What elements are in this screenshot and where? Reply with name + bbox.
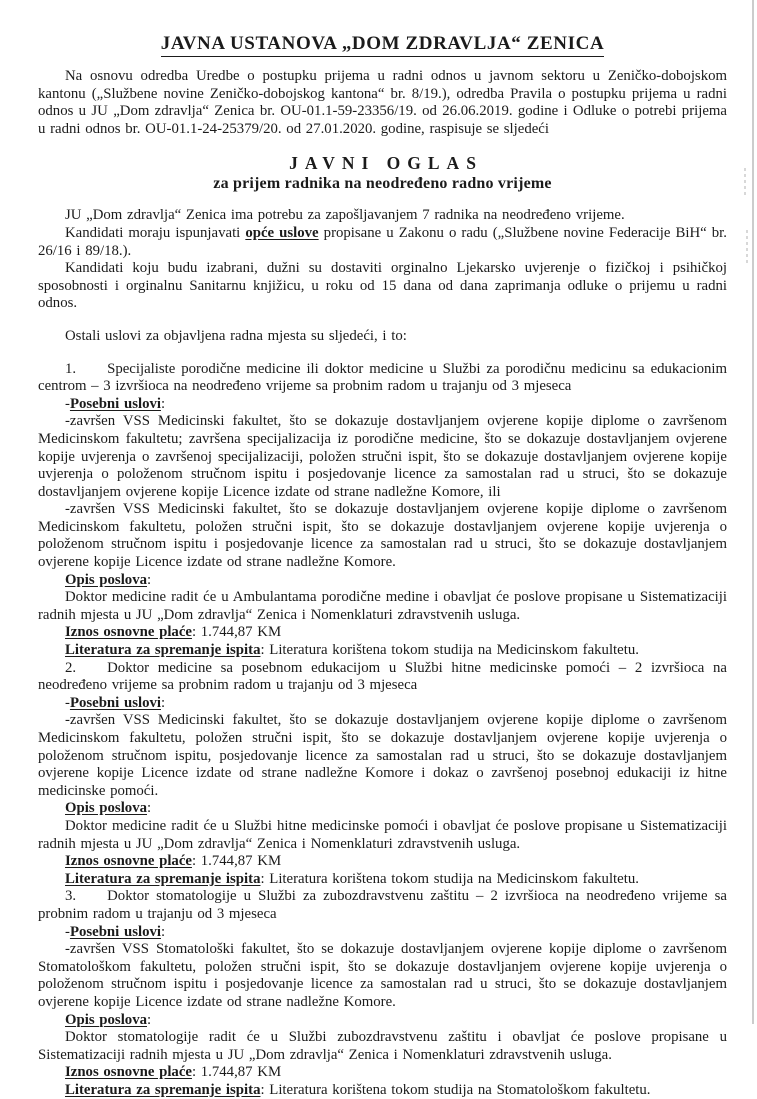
job-requirement-paragraph: -završen VSS Medicinski fakultet, što se dokazuje dostavljanjem ovjerene kopije diplome o završenom Medicinskom fakultetu, položen stručni ispit, što se dokazuje dostavljanjem ovjerene kopije uvjerenja o položenom stručnom ispitu, posjedovanje licence za samostalan rad u struci, što se dokazuje dostavljanjem ovjerene kopije Licence izdate od strane nadležne Komore i dokaz o završenoj posebnoj edukaciji iz hitne medicinske pomoći. bbox=[38, 712, 727, 799]
notice-subheading: za prijem radnika na neodređeno radno vrijeme bbox=[213, 175, 552, 193]
salary-value: : 1.744,87 KM bbox=[191, 624, 282, 641]
special-conditions-label-line bbox=[38, 695, 727, 713]
literature-line bbox=[38, 1082, 727, 1099]
job-listing-1 bbox=[38, 361, 727, 660]
label-colon: : bbox=[147, 1011, 152, 1028]
intro-paragraph: Na osnovu odredba Uredbe o postupku prijema u radni odnos u javnom sektoru u Zeničko-dobojskom kantonu („Službene novine Zeničko-dobojskog kantona“ br. 8/19.), odredba Pravila o postupku prijema u radni odnos u JU „Dom zdravlja“ Zenica br. OU-01.1-59-23356/19. od 26.06.2019. godine i Odluke o potrebi prijema u radni odnos br. OU-01.1-24-25379/20. od 27.01.2020. godine, raspisuje se sljedeći bbox=[38, 68, 727, 137]
salary-value: : 1.744,87 KM bbox=[191, 853, 282, 870]
salary-label: Iznos osnovne plaće bbox=[65, 624, 192, 641]
general-conditions-emphasis: opće uslove bbox=[245, 224, 319, 241]
label-colon: : bbox=[147, 571, 152, 588]
job-description-paragraph: Doktor medicine radit će u Ambulantama porodične medine i obavljat će poslove propisane u Sistematizaciji radnih mjesta u JU „Dom zdravlja“ Zenica i Nomenklaturi zdravstvenih usluga. bbox=[38, 589, 727, 623]
job-description-label: Opis poslova bbox=[65, 1011, 147, 1028]
job-title-text: Doktor stomatologije u Službi za zubozdravstvenu zaštitu – 2 izvršioca na neodređeno vrijeme sa probnim radom u trajanju od 3 mjeseca bbox=[38, 888, 727, 922]
job-title-line bbox=[38, 660, 727, 695]
literature-label: Literatura za spremanje ispita bbox=[65, 642, 261, 659]
other-conditions-intro: Ostali uslovi za objavljena radna mjesta su sljedeći, i to: bbox=[65, 327, 407, 344]
job-description-label: Opis poslova bbox=[65, 571, 147, 588]
job-description-label-line bbox=[38, 572, 727, 590]
job-description-paragraph: Doktor stomatologije radit će u Službi zubozdravstvenu zaštitu i obavljat će poslove propisane u Sistematizaciji radnih mjesta u JU „Dom zdravlja“ Zenica i Nomenklaturi zdravstvenih usluga. bbox=[38, 1029, 727, 1063]
job-title-line bbox=[38, 888, 727, 923]
scan-artifact bbox=[744, 168, 746, 198]
general-conditions-paragraph bbox=[38, 225, 727, 260]
literature-line bbox=[38, 642, 727, 660]
general-conditions-before: Kandidati moraju ispunjavati bbox=[65, 224, 246, 241]
scan-page-edge-line bbox=[752, 0, 754, 1024]
salary-line bbox=[38, 1064, 727, 1082]
salary-label: Iznos osnovne plaće bbox=[65, 1064, 192, 1081]
job-number: 2. bbox=[65, 659, 77, 676]
special-conditions-label: Posebni uslovi bbox=[69, 694, 161, 711]
scan-artifact bbox=[746, 230, 748, 263]
label-colon: : bbox=[160, 694, 166, 711]
label-dash: - bbox=[65, 694, 70, 711]
label-dash: - bbox=[65, 395, 70, 412]
job-number: 1. bbox=[65, 360, 77, 377]
literature-value: : Literatura korištena tokom studija na Medicinskom fakultetu. bbox=[260, 642, 639, 659]
job-requirement-paragraph: -završen VSS Medicinski fakultet, što se dokazuje dostavljanjem ovjerene kopije diplome o završenom Medicinskom fakultetu, položen stručni ispit, što se dokazuje dostavljanjem ovjerene kopije uvjerenja o položenom stručnom ispitu i posjedovanje licence za samostalan rad u struci, što se dokazuje dostavljanjem ovjerene kopije Licence izdate od strane nadležne Komore. bbox=[38, 501, 727, 571]
label-colon: : bbox=[160, 923, 166, 940]
special-conditions-label: Posebni uslovi bbox=[69, 923, 161, 940]
literature-label: Literatura za spremanje ispita bbox=[65, 870, 261, 887]
literature-value: : Literatura korištena tokom studija na Medicinskom fakultetu. bbox=[260, 870, 639, 887]
salary-line bbox=[38, 624, 727, 642]
job-description-label-line bbox=[38, 1012, 727, 1030]
need-paragraph: JU „Dom zdravlja“ Zenica ima potrebu za zapošljavanjem 7 radnika na neodređeno vrijeme. bbox=[65, 207, 625, 224]
page-title-text: JAVNA USTANOVA „DOM ZDRAVLJA“ ZENICA bbox=[161, 33, 605, 57]
notice-heading: JAVNI OGLAS bbox=[289, 153, 483, 174]
job-title-line bbox=[38, 361, 727, 396]
job-number: 3. bbox=[65, 888, 77, 905]
job-title-text: Doktor medicine sa posebnom edukacijom u Službi hitne medicinske pomoći – 2 izvršioca na neodređeno vrijeme sa probnim radom u trajanju od 3 mjeseca bbox=[38, 659, 727, 694]
literature-line bbox=[38, 871, 727, 889]
job-description-label: Opis poslova bbox=[65, 800, 147, 817]
special-conditions-label-line bbox=[38, 924, 727, 942]
salary-value: : 1.744,87 KM bbox=[191, 1064, 282, 1081]
label-colon: : bbox=[147, 800, 152, 817]
literature-label: Literatura za spremanje ispita bbox=[65, 1081, 261, 1098]
certificate-paragraph: Kandidati koju budu izabrani, dužni su dostaviti orginalno Ljekarsko uvjerenje o fizičkoj i psihičkoj sposobnosti i orginalnu Sanitarnu knjižicu, u roku od 15 dana od dana zaprimanja odluke o prijemu u radni odnos. bbox=[38, 260, 727, 312]
job-requirement-paragraph: -završen VSS Stomatološki fakultet, što se dokazuje dostavljanjem ovjerene kopije diplome o završenom Stomatološkom fakultetu, položen stručni ispit, što se dokazuje dostavljanjem ovjerene kopije uvjerenja o položenom stručnom ispitu i posjedovanje licence za samostalan rad u struci, što se dokazuje dostavljanjem ovjerene kopije Licence izdate od strane nadležne Komore. bbox=[38, 941, 727, 1010]
special-conditions-label: Posebni uslovi bbox=[69, 395, 161, 412]
job-listing-2 bbox=[38, 660, 727, 889]
label-colon: : bbox=[160, 395, 166, 412]
job-description-paragraph: Doktor medicine radit će u Službi hitne medicinske pomoći i obavljat će poslove propisane u Sistematizaciji radnih mjesta u JU „Dom zdravlja“ Zenica i Nomenklaturi zdravstvenih usluga. bbox=[38, 817, 727, 852]
special-conditions-label-line bbox=[38, 396, 727, 414]
page-title bbox=[38, 33, 727, 55]
general-conditions-after: propisane u Zakonu o radu („Službene novine Federacije BiH“ br. 26/16 i 89/18.). bbox=[38, 224, 727, 259]
job-requirement-paragraph: -završen VSS Medicinski fakultet, što se dokazuje dostavljanjem ovjerene kopije diplome o završenom Medicinskom fakultetu; završena specijalizacija iz porodične medicine, što se dokazuje dostavljanjem ovjerene kopije uvjerenja o završenoj specijalizaciji, položen stručni ispit, što se dokazuje dostavljanjem ovjerene kopije uvjerenja o položenom stručnom ispitu i posjedovanje licence za samostalan rad u struci, što se dokazuje dostavljanjem ovjerene kopije Licence izdate od strane nadležne Komore, ili bbox=[38, 413, 727, 500]
label-dash: - bbox=[65, 923, 70, 940]
job-listing-3 bbox=[38, 888, 727, 1099]
literature-value: : Literatura korištena tokom studija na Stomatološkom fakultetu. bbox=[260, 1081, 651, 1098]
job-description-label-line bbox=[38, 800, 727, 818]
salary-label: Iznos osnovne plaće bbox=[65, 853, 192, 870]
job-title-text: Specijaliste porodične medicine ili doktor medicine u Službi za porodičnu medicinu sa edukacionim centrom – 3 izvršioca na neodređeno vrijeme sa probnim radom u trajanju od 3 mjeseca bbox=[38, 360, 727, 395]
salary-line bbox=[38, 853, 727, 871]
